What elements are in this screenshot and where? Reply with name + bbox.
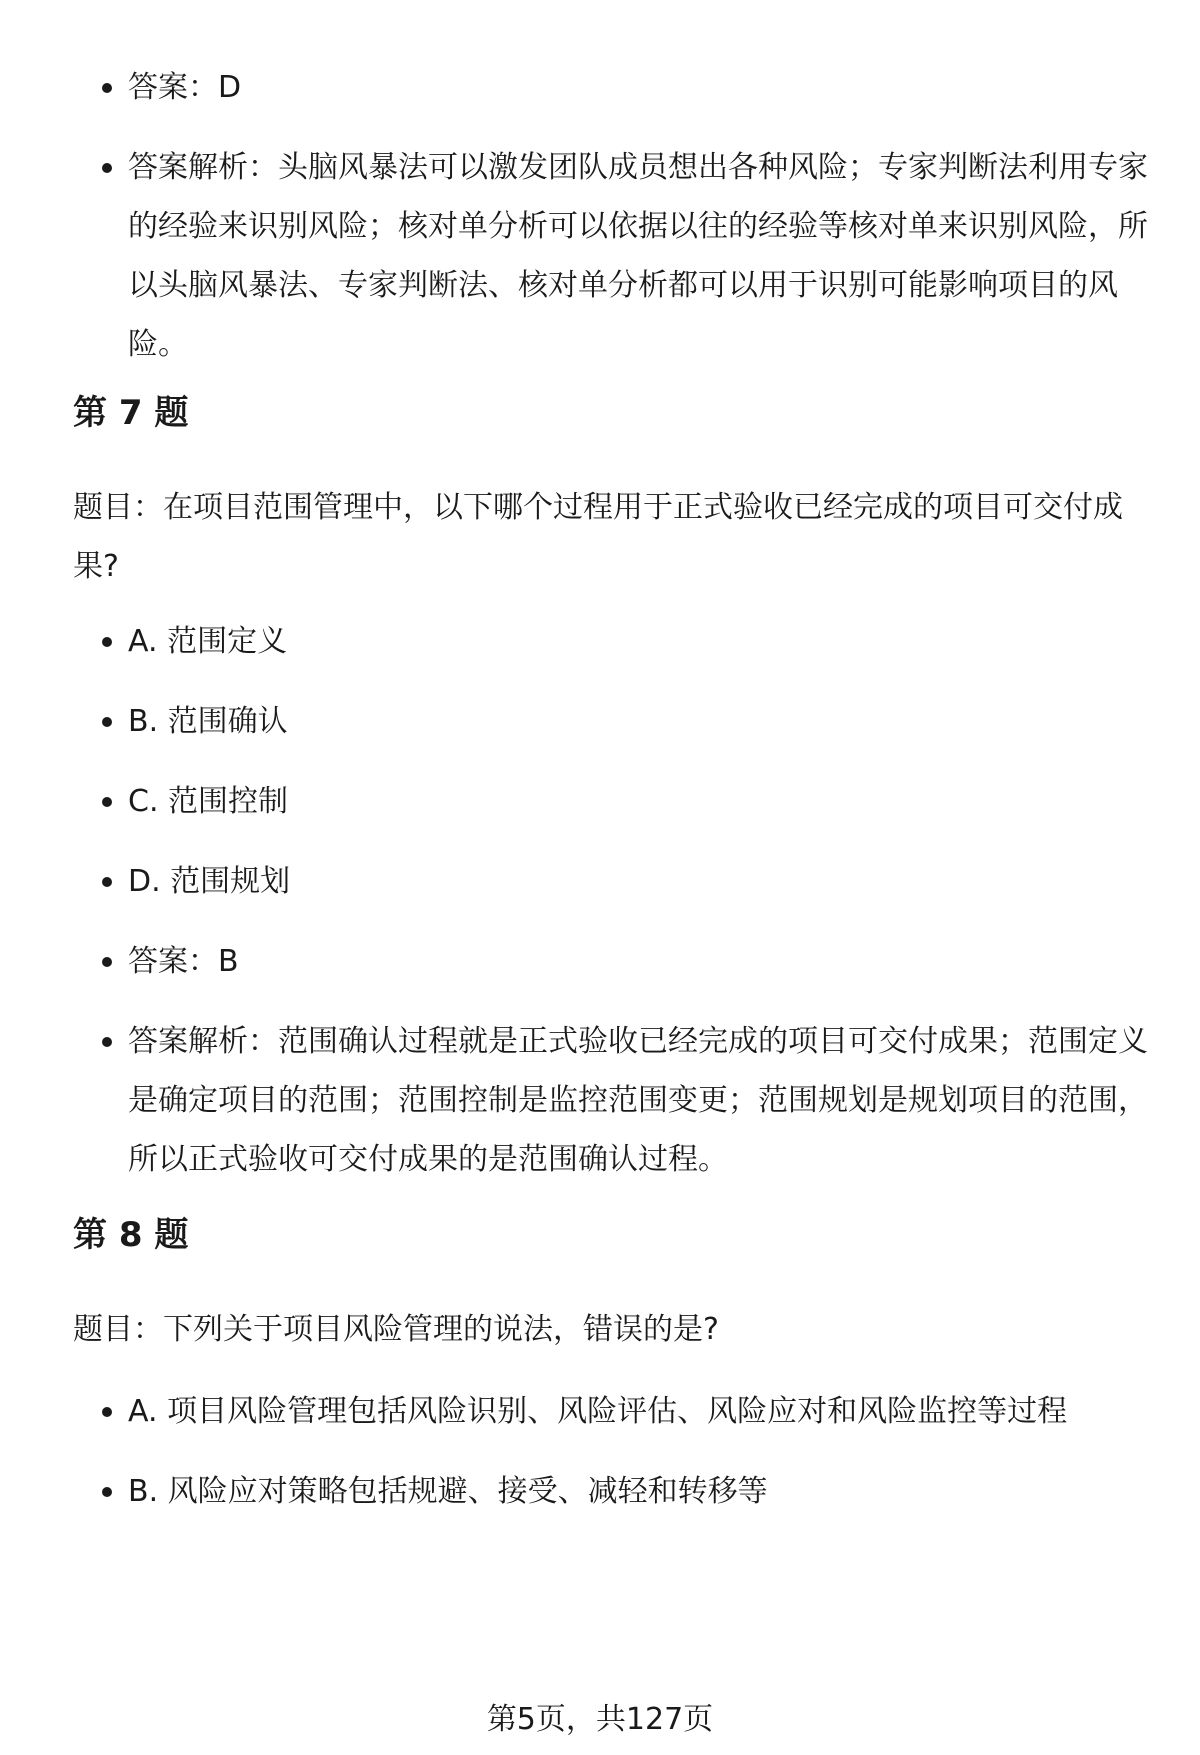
q7-explanation: 答案解析：范围确认过程就是正式验收已经完成的项目可交付成果；范围定义是确定项目的范围；范围控制是监控范围变更；范围规划是规划项目的范围，所以正式验收可交付成果的是范围确认过程。 bbox=[128, 1012, 1148, 1189]
q7-heading: 第 7 题 bbox=[73, 393, 189, 433]
q8-option-a: A. 项目风险管理包括风险识别、风险评估、风险应对和风险监控等过程 bbox=[128, 1382, 1148, 1441]
q6-explanation: 答案解析：头脑风暴法可以激发团队成员想出各种风险；专家判断法利用专家的经验来识别风险；核对单分析可以依据以往的经验等核对单来识别风险，所以头脑风暴法、专家判断法、核对单分析都可以用于识别可能影响项目的风险。 bbox=[128, 138, 1148, 374]
q7-option-d: D. 范围规划 bbox=[128, 852, 1148, 911]
q7-option-c: C. 范围控制 bbox=[128, 772, 1148, 831]
q7-question: 题目：在项目范围管理中，以下哪个过程用于正式验收已经完成的项目可交付成果? bbox=[73, 490, 1123, 584]
q7-answer: 答案：B bbox=[128, 932, 1148, 991]
q8-question: 题目：下列关于项目风险管理的说法，错误的是? bbox=[73, 1312, 719, 1347]
q7-option-a: A. 范围定义 bbox=[128, 612, 1148, 671]
q6-answer: 答案：D bbox=[128, 58, 1148, 117]
page-number: 第5页，共127页 bbox=[486, 1702, 714, 1737]
q8-option-b: B. 风险应对策略包括规避、接受、减轻和转移等 bbox=[128, 1462, 1148, 1521]
q8-heading: 第 8 题 bbox=[73, 1215, 189, 1255]
q7-option-b: B. 范围确认 bbox=[128, 692, 1148, 751]
